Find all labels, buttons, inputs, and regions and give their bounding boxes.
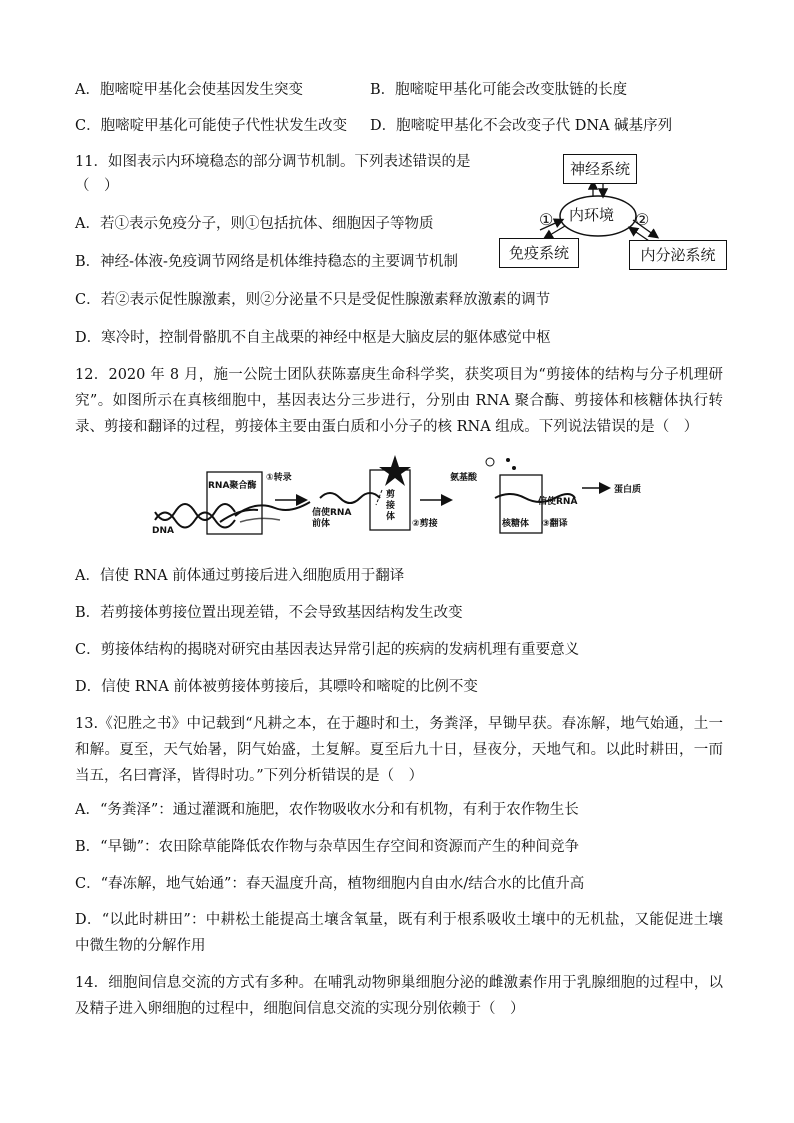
q12-option-d: D．信使 RNA 前体被剪接体剪接后，其嘌呤和嘧啶的比例不变 [75,679,478,695]
mrna-label: 信使RNA [538,497,578,507]
rna-polymerase-label: RNA聚合酶 [208,481,257,491]
pre-mrna-label: 信使RNA前体 [312,508,352,529]
q12-stem: 12．2020 年 8 月，施一公院士团队获陈嘉庚生命科学奖，获奖项目为“剪接体的结构与分子机理研究”。如图所示在真核细胞中，基因表达分三步进行，分别由 RNA 聚合酶、剪接体和核糖体执行转录、剪接和翻译的过程，剪接体主要由蛋白质和小分子的核 RNA 组成。下列说法错误的是（ ） [75,367,723,435]
amino-acid-label: 氨基酸 [450,473,478,483]
q13-option-b: B．“早锄”：农田除草能降低农作物与杂草因生存空间和资源而产生的种间竞争 [75,839,579,855]
q10-option-c: C．胞嘧啶甲基化可能使子代性状发生改变 [75,118,348,134]
splicing-step-label: ②剪接 [412,519,438,529]
q12-option-a: A．信使 RNA 前体通过剪接后进入细胞质用于翻译 [75,568,405,584]
spliceosome-label: 剪接体 [386,490,396,522]
q10-option-a: A．胞嘧啶甲基化会使基因发生突变 [75,82,303,98]
q11-option-d: D．寒冷时，控制骨骼肌不自主战栗的神经中枢是大脑皮层的躯体感觉中枢 [75,330,551,346]
endocrine-system-box: 内分泌系统 [629,240,727,270]
ribosome-label: 核糖体 [502,519,530,529]
q11-stem: 11．如图表示内环境稳态的部分调节机制。下列表述错误的是 [75,154,471,170]
q11-diagram [495,150,730,270]
transcription-step-label: ①转录 [266,473,292,483]
q10-option-d: D．胞嘧啶甲基化不会改变子代 DNA 碱基序列 [370,118,673,134]
mark-2: ② [635,210,650,229]
protein-label: 蛋白质 [614,485,642,495]
q14-stem: 14．细胞间信息交流的方式有多种。在哺乳动物卵巢细胞分泌的雌激素作用于乳腺细胞的过程中，以及精子进入卵细胞的过程中，细胞间信息交流的实现分别依赖于（ ） [75,975,723,1017]
q10-option-b: B．胞嘧啶甲基化可能会改变肽链的长度 [370,82,628,98]
q13-option-c: C．“春冻解，地气始通”：春天温度升高，植物细胞内自由水/结合水的比值升高 [75,876,585,892]
q11-answer-paren: （ ） [75,178,119,194]
q12-figure [150,450,670,545]
immune-system-box: 免疫系统 [499,238,579,268]
q13-stem: 13.《氾胜之书》中记载到“凡耕之本，在于趣时和土，务粪泽，早锄早获。春冻解，地气始通，土一和解。夏至，天气始暑，阴气始盛，土复解。夏至后九十日，昼夜分，天地气和。以此时耕田，一而当五，名曰膏泽，皆得时功。”下列分析错误的是（ ） [75,716,723,784]
q11-option-c: C．若②表示促性腺激素，则②分泌量不只是受促性腺激素释放激素的调节 [75,292,551,308]
nervous-system-box: 神经系统 [563,154,637,184]
q13-option-d: D．“以此时耕田”：中耕松土能提高土壤含氧量，既有利于根系吸收土壤中的无机盐，又能促进土壤中微生物的分解作用 [75,912,723,954]
q11-option-b: B．神经-体液-免疫调节网络是机体维持稳态的主要调节机制 [75,254,458,270]
dna-label: DNA [152,526,174,536]
mark-1: ① [539,210,554,229]
q11-option-a: A．若①表示免疫分子，则①包括抗体、细胞因子等物质 [75,216,434,232]
q12-option-b: B．若剪接体剪接位置出现差错，不会导致基因结构发生改变 [75,605,463,621]
gene-expression-figure [150,450,670,545]
internal-environment-label: 内环境 [569,206,615,224]
q12-option-c: C．剪接体结构的揭晓对研究由基因表达异常引起的疾病的发病机理有重要意义 [75,642,580,658]
q13-option-a: A．“务粪泽”：通过灌溉和施肥，农作物吸收水分和有机物，有利于农作物生长 [75,802,579,818]
translation-step-label: ③翻译 [542,519,568,529]
